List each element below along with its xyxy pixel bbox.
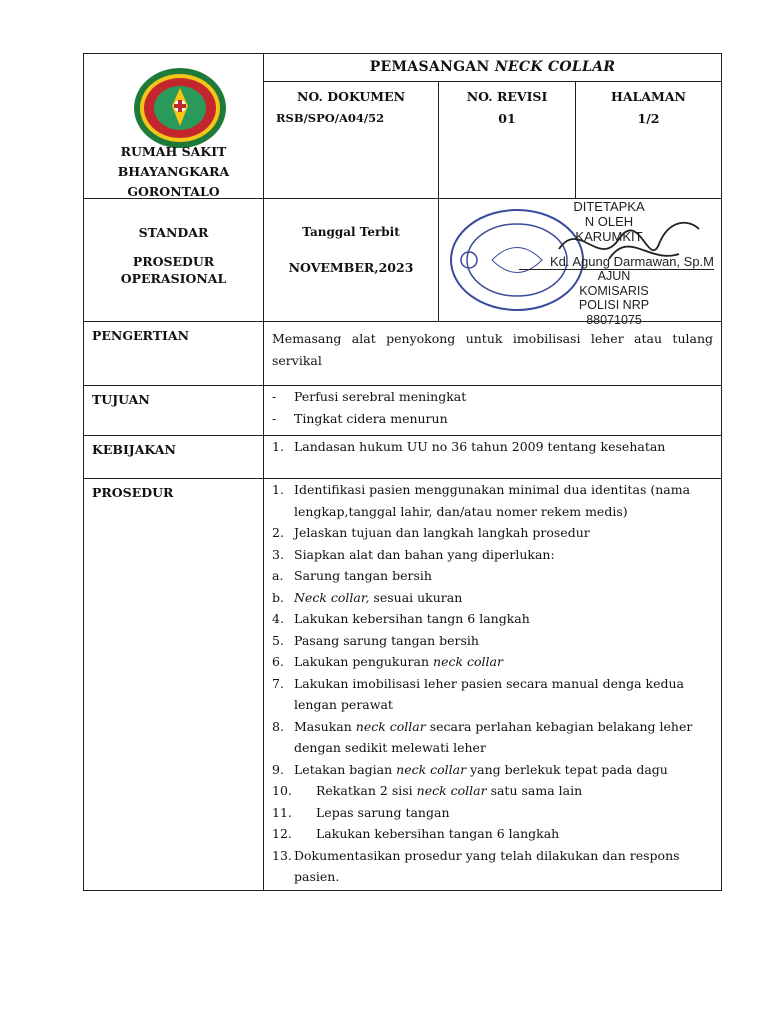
doc-number-label: NO. DOKUMEN [296, 89, 406, 105]
page-value: 1/2 [637, 111, 660, 127]
approval-line: KARUMKIT [575, 229, 643, 244]
revision-cell [439, 82, 576, 199]
content-table [83, 321, 722, 891]
signer-name: Kd. Agung Darmawan, Sp.M [519, 254, 714, 270]
list-item: - Tingkat cidera menurun [272, 408, 713, 430]
hospital-name [84, 142, 263, 202]
rank-line: KOMISARIS [579, 283, 649, 298]
step-number: a. [272, 568, 284, 583]
list-item: 1. Landasan hukum UU no 36 tahun 2009 tentang kesehatan [272, 436, 713, 458]
signer-rank [559, 269, 669, 327]
step-text: Lakukan pengukuran neck collar [294, 654, 503, 669]
procedure-step [272, 759, 713, 781]
approval-cell [439, 199, 722, 327]
sop-label-cell [84, 199, 264, 322]
step-number: b. [272, 589, 284, 605]
step-text: Lakukan imobilisasi leher pasien secara manual denga kedua lengan perawat [294, 675, 684, 712]
issue-date-value: NOVEMBER,2023 [288, 260, 414, 275]
procedure-step [272, 565, 713, 587]
step-text: Pasang sarung tangan bersih [294, 632, 479, 648]
step-text: Masukan neck collar secara perlahan kebagian belakang leher dengan sedikit melewati leher [294, 718, 693, 755]
prosedur-label: PROSEDUR [84, 479, 264, 891]
list-item: - Perfusi serebral meningkat [272, 386, 713, 408]
step-number: 13. [272, 847, 292, 863]
title-prefix: PEMASANGAN [369, 59, 495, 75]
step-text: Neck collar, sesuai ukuran [294, 589, 463, 605]
step-text: Lakukan kebersihan tangn 6 langkah [294, 611, 530, 626]
kebijakan-label: KEBIJAKAN [84, 436, 264, 479]
procedure-step [272, 802, 713, 824]
step-text: Identifikasi pasien menggunakan minimal dua identitas (nama lengkap,tanggal lahir, dan/atau nomer rekem medis) [294, 482, 691, 519]
procedure-step [272, 587, 713, 609]
procedure-step [272, 673, 713, 716]
step-number: 4. [272, 611, 284, 626]
procedure-step [272, 630, 713, 652]
pengertian-label: PENGERTIAN [84, 322, 264, 386]
step-number: 12. [272, 826, 292, 841]
step-number: 1. [272, 482, 284, 497]
hospital-name-line: BHAYANGKARA [117, 164, 230, 179]
rank-line: POLISI NRP [578, 298, 650, 312]
procedure-step [272, 522, 713, 544]
doc-number-cell [264, 82, 439, 199]
issue-date-cell [264, 199, 439, 322]
tujuan-list [264, 386, 722, 436]
step-text: Dokumentasikan prosedur yang telah dilakukan dan respons pasien. [294, 847, 680, 884]
sop-label-standar: STANDAR [138, 225, 209, 240]
step-text: Siapkan alat dan bahan yang diperlukan: [294, 546, 555, 562]
step-number: 2. [272, 525, 284, 540]
logo-cell [84, 54, 264, 199]
step-number: 6. [272, 654, 284, 669]
header-table [83, 53, 722, 327]
procedure-step [272, 479, 713, 522]
step-number: 9. [272, 761, 284, 777]
procedure-step [272, 845, 713, 888]
hospital-name-line: RUMAH SAKIT [120, 144, 227, 159]
step-text: Rekatkan 2 sisi neck collar satu sama lain [316, 783, 583, 798]
step-number: 5. [272, 632, 284, 648]
rank-line: AJUN [597, 269, 631, 283]
approval-line: DITETAPKA [573, 199, 645, 214]
hospital-name-line: GORONTALO [127, 184, 220, 199]
approval-line: N OLEH [584, 214, 634, 229]
issue-date-label: Tanggal Terbit [302, 225, 400, 239]
document-title [264, 54, 722, 82]
step-text: Sarung tangan bersih [294, 568, 432, 583]
step-text: Jelaskan tujuan dan langkah langkah prosedur [294, 525, 590, 540]
sop-label-operasional: OPERASIONAL [120, 271, 227, 286]
revision-label: NO. REVISI [466, 89, 548, 105]
step-number: 10. [272, 783, 292, 798]
hospital-logo [132, 66, 228, 150]
procedure-step [272, 780, 713, 802]
step-number: 3. [272, 546, 284, 562]
revision-value: 01 [498, 111, 516, 127]
doc-number-value: RSB/SPO/A04/52 [276, 111, 385, 126]
procedure-step [272, 716, 713, 759]
procedure-step [272, 651, 713, 673]
kebijakan-item: Landasan hukum UU no 36 tahun 2009 tentang kesehatan [294, 439, 666, 454]
rank-line: 88071075 [586, 312, 642, 327]
procedure-step [272, 544, 713, 566]
page-label: HALAMAN [611, 89, 686, 105]
tujuan-label: TUJUAN [84, 386, 264, 436]
procedure-step [272, 608, 713, 630]
page-cell [576, 82, 722, 199]
procedure-step [272, 823, 713, 845]
step-number: 7. [272, 675, 284, 691]
tujuan-item: Perfusi serebral meningkat [294, 389, 467, 404]
sop-document [83, 53, 721, 891]
approval-text [559, 199, 659, 244]
step-number: 11. [272, 804, 292, 820]
kebijakan-list [264, 436, 722, 479]
tujuan-item: Tingkat cidera menurun [294, 410, 448, 426]
title-italic: NECK COLLAR [494, 59, 616, 75]
step-number: 8. [272, 718, 284, 734]
step-text: Letakan bagian neck collar yang berlekuk tepat pada dagu [294, 761, 668, 777]
step-text: Lepas sarung tangan [316, 804, 450, 820]
step-text: Lakukan kebersihan tangan 6 langkah [316, 826, 560, 841]
prosedur-list [264, 479, 722, 891]
sop-label-prosedur: PROSEDUR [132, 254, 215, 269]
pengertian-text: Memasang alat penyokong untuk imobilisasi leher atau tulang servikal [264, 322, 722, 386]
